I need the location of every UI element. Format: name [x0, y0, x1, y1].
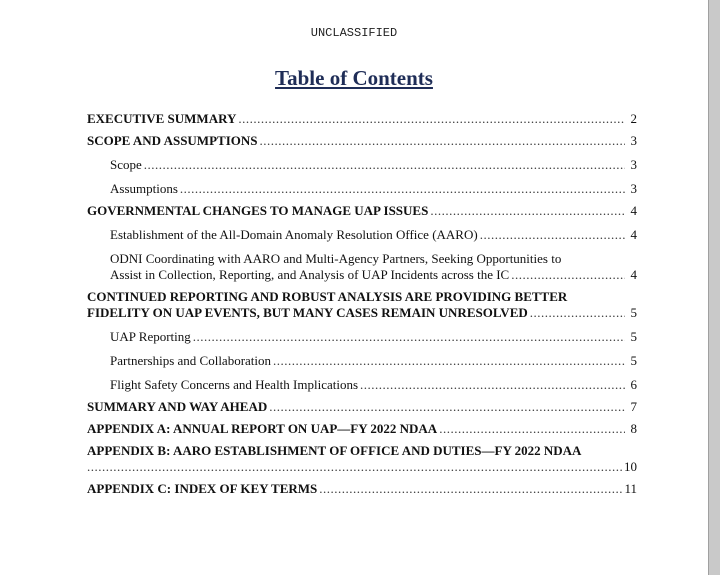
dot-leader — [144, 157, 625, 173]
toc-entry-text: SCOPE AND ASSUMPTIONS — [87, 133, 258, 148]
toc-entry-aaro-establishment[interactable] — [87, 227, 637, 243]
toc-entry-partnerships[interactable] — [87, 353, 637, 369]
toc-entry-text-line1: ODNI Coordinating with AARO and Multi-Agency Partners, Seeking Opportunities to — [110, 251, 562, 266]
toc-entry-text: Assist in Collection, Reporting, and Analysis of UAP Incidents across the IC — [110, 267, 510, 282]
toc-entry-text: UAP Reporting — [110, 329, 191, 344]
dot-leader — [180, 181, 625, 197]
classification-marking: UNCLASSIFIED — [310, 26, 398, 40]
toc-page-number: 8 — [630, 421, 637, 436]
toc-entry-text-line1: APPENDIX B: AARO ESTABLISHMENT OF OFFICE AND DUTIES—FY 2022 NDAA — [87, 443, 582, 458]
toc-entry-text: Scope — [110, 157, 142, 172]
toc-entry-text: GOVERNMENTAL CHANGES TO MANAGE UAP ISSUES — [87, 203, 429, 218]
toc-entry-text: SUMMARY AND WAY AHEAD — [87, 399, 268, 414]
dot-leader — [193, 329, 625, 345]
toc-entry-executive-summary[interactable] — [87, 111, 637, 127]
dot-leader — [269, 399, 625, 415]
toc-page-number: 5 — [630, 329, 637, 344]
toc-page-number: 3 — [630, 157, 637, 172]
toc-entry-text: FIDELITY ON UAP EVENTS, BUT MANY CASES REMAIN UNRESOLVED — [87, 305, 528, 320]
dot-leader — [511, 267, 625, 283]
toc-page-number: 3 — [630, 133, 637, 148]
dot-leader — [87, 459, 622, 475]
toc-entry-assumptions[interactable] — [87, 181, 637, 197]
toc-entry-appendix-a[interactable] — [87, 421, 637, 437]
toc-entry-uap-reporting[interactable] — [87, 329, 637, 345]
toc-entry-continued-reporting[interactable] — [87, 289, 637, 321]
toc-page-number: 2 — [630, 111, 637, 126]
dot-leader — [530, 305, 625, 321]
toc-entry-text: Flight Safety Concerns and Health Implications — [110, 377, 359, 392]
toc-entry-text: APPENDIX C: INDEX OF KEY TERMS — [87, 481, 318, 496]
toc-entry-appendix-b[interactable] — [87, 443, 637, 475]
dot-leader — [319, 481, 622, 497]
toc-page-number: 4 — [630, 203, 637, 218]
toc-page-number: 10 — [624, 459, 637, 474]
dot-leader — [439, 421, 625, 437]
toc-page-number: 11 — [624, 481, 637, 496]
dot-leader — [480, 227, 625, 243]
toc-page-number: 4 — [630, 267, 637, 282]
toc-entry-text: EXECUTIVE SUMMARY — [87, 111, 237, 126]
dot-leader — [238, 111, 625, 127]
toc-entry-text-line1: CONTINUED REPORTING AND ROBUST ANALYSIS ARE PROVIDING BETTER — [87, 289, 568, 304]
toc-entry-text: APPENDIX A: ANNUAL REPORT ON UAP—FY 2022 NDAA — [87, 421, 438, 436]
toc-entry-governmental-changes[interactable] — [87, 203, 637, 219]
toc-page-number: 5 — [630, 353, 637, 368]
toc-page-number: 6 — [630, 377, 637, 392]
toc-entry-scope-and-assumptions[interactable] — [87, 133, 637, 149]
toc-entry-scope[interactable] — [87, 157, 637, 173]
toc-page-number: 5 — [630, 305, 637, 320]
toc-entry-flight-safety[interactable] — [87, 377, 637, 393]
page-title: Table of Contents — [275, 66, 433, 90]
dot-leader — [430, 203, 625, 219]
dot-leader — [360, 377, 625, 393]
toc-entry-text: Assumptions — [110, 181, 178, 196]
toc-entry-text: Establishment of the All-Domain Anomaly Resolution Office (AARO) — [110, 227, 478, 242]
toc-page-number: 3 — [630, 181, 637, 196]
toc-page-number: 7 — [630, 399, 637, 414]
table-of-contents — [87, 105, 637, 497]
dot-leader — [259, 133, 625, 149]
toc-entry-summary-way-ahead[interactable] — [87, 399, 637, 415]
dot-leader — [273, 353, 625, 369]
toc-entry-odni-coordinating[interactable] — [87, 251, 637, 283]
toc-entry-text: Partnerships and Collaboration — [110, 353, 272, 368]
toc-entry-appendix-c[interactable] — [87, 481, 637, 497]
toc-page-number: 4 — [630, 227, 637, 242]
